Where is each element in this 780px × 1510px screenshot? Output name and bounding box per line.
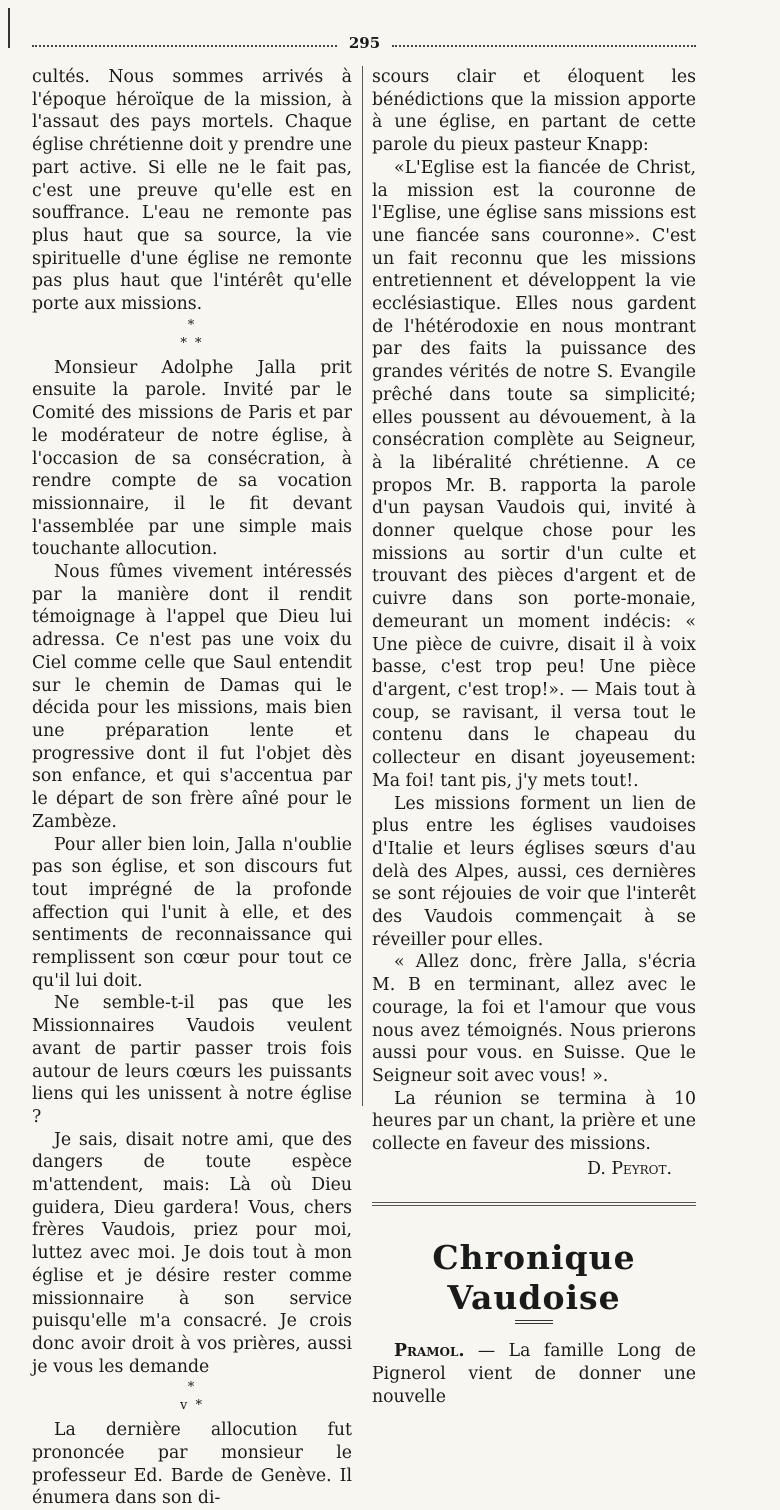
paragraph bbox=[372, 1340, 696, 1408]
paragraph: Pour aller bien loin, Jalla n'oublie pas son église, et son discours fut tout imprégné de la profonde affection qui l'unit à elle, et des sentiments de reconnaissance qui remplissent son cœur pour tout ce qu'il lui doit. bbox=[32, 834, 352, 991]
paragraph: La réunion se termina à 10 heures par un chant, la prière et une collecte en faveur des missions. bbox=[372, 1088, 696, 1155]
author-signature: D. Peyrot. bbox=[587, 1158, 672, 1179]
page-edge-rule bbox=[8, 8, 10, 48]
paragraph: Les missions forment un lien de plus entre les églises vaudoises d'Italie et leurs églises sœurs d'au delà des Alpes, aussi, ces dernières se sont réjouies de voir que l'interêt des Vaudois commençait à se réveiller pour elles. bbox=[372, 793, 696, 950]
paragraph-text: — La famille Long de Pignerol vient de donner une nouvelle bbox=[372, 1341, 696, 1407]
column-divider bbox=[362, 66, 363, 1106]
paragraph: Je sais, disait notre ami, que des dangers de toute espèce m'attendent, mais: Là où Dieu guidera, Dieu gardera! Vous, chers frères Vaudois, priez pour moi, luttez avec moi. Je dois tout à mon église et je désire rester comme missionnaire à son service puisqu'elle m'a consacré. Je crois donc avoir droit à vos prières, aussi je vous les demande bbox=[32, 1129, 352, 1377]
paragraph: « Allez donc, frère Jalla, s'écria M. B en terminant, allez avec le courage, la foi et l'amour que vous nous avez témoignés. Nous prierons aussi pour vous. en Suisse. Que le Seigneur soit avec vous! ». bbox=[372, 952, 696, 1086]
quote-paragraph: «L'Eglise est la fiancée de Christ, la mission est la couronne de l'Eglise, une église sans missions est une fiancée sans couronne». C'est un fait reconnu que les missions entretiennent et développent la vie ecclésiastique. Elles nous gardent de l'hétérodoxie en nous montrant par des faits la puissance des grandes vérités de notre S. Evangile prêché dans toute sa simplicité; elles poussent au dévouement, à la consécration complète au Seigneur, à la libéralité chrétienne. A ce propos Mr. B. rapporta la parole d'un paysan Vaudois qui, invité à donner quelque chose pour les missions au sortir d'un culte et trouvant des pièces d'argent et de cuivre dans son porte-monaie, demeurant un moment indécis: « Une pièce de cuivre, disait il à voix basse, c'est trop peu! Une pièce d'argent, c'est trop!». — Mais tout à coup, se ravisant, il versa tout le contenu dans le chapeau du collecteur en disant joyeusement: Ma foi! tant pis, j'y mets tout!. bbox=[372, 157, 696, 791]
paragraph: Ne semble-t-il pas que les Missionnaires Vaudois veulent avant de partir passer trois fois autour de leurs cœurs les puissants liens qui les unissent à notre église ? bbox=[32, 993, 352, 1127]
right-column bbox=[372, 66, 696, 1409]
section-asterism: * v * bbox=[180, 1380, 204, 1414]
page-number: 295 bbox=[348, 34, 381, 52]
header-ornament-left bbox=[32, 45, 337, 47]
section-title: Chronique Vaudoise bbox=[432, 1238, 636, 1318]
paragraph: scours clair et éloquent les bénédictions que la mission apporte à une église, en partant de cette parole du pieux pasteur Knapp: bbox=[372, 67, 696, 156]
section-asterism: * * * bbox=[180, 317, 204, 351]
title-underline bbox=[515, 1320, 553, 1324]
place-name: Pramol. bbox=[394, 1341, 465, 1362]
paragraph: Monsieur Adolphe Jalla prit ensuite la parole. Invité par le Comité des missions de Paris et par le modérateur de notre église, à l'occasion de sa consécration, à rendre compte de sa vocation missionnaire, il le fit devant l'assemblée par une simple mais touchante allocution. bbox=[32, 357, 352, 560]
page-header bbox=[32, 34, 696, 54]
double-rule bbox=[372, 1202, 696, 1206]
paragraph: cultés. Nous sommes arrivés à l'époque héroïque de la mission, à l'assaut des pays mortels. Chaque église chrétienne doit y prendre une part active. Si elle ne le fait pas, c'est une preuve qu'elle est en souffrance. L'eau ne remonte pas plus haut que sa source, la vie spirituelle d'une église ne remonte pas plus haut que l'intérêt qu'elle porte aux missions. bbox=[32, 67, 352, 315]
left-column bbox=[32, 66, 352, 1510]
paragraph: La dernière allocution fut prononcée par monsieur le professeur Ed. Barde de Genève. Il énumera dans son di- bbox=[32, 1420, 352, 1509]
paragraph: Nous fûmes vivement intéressés par la manière dont il rendit témoignage à l'appel que Dieu lui adressa. Ce n'est pas une voix du Ciel comme celle que Saul entendit sur le chemin de Damas qui le décida pour les missions, mais bien une préparation lente et progressive dont il fut l'objet dès son enfance, et qui s'accentua par le départ de son frère aîné pour le Zambèze. bbox=[32, 562, 352, 832]
header-ornament-right bbox=[392, 45, 696, 47]
